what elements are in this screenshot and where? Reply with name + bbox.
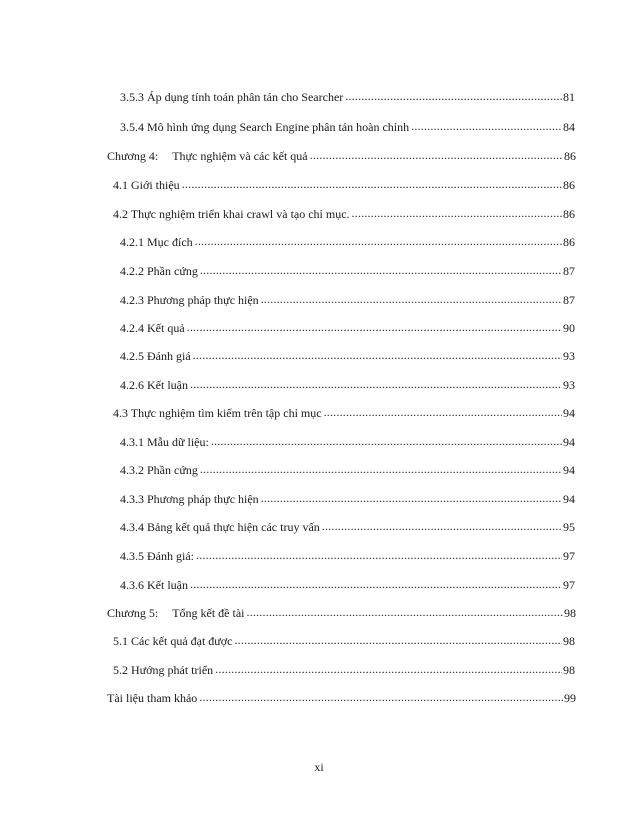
toc-entry-4-2-2[interactable] bbox=[120, 263, 575, 279]
toc-entry-page: 98 bbox=[563, 663, 575, 677]
toc-entry-page: 86 bbox=[563, 207, 575, 221]
toc-entry-page: 81 bbox=[563, 90, 575, 104]
toc-entry-label: Tài liệu tham khảo bbox=[107, 691, 198, 705]
toc-entry-label: 4.2 Thực nghiệm triển khai crawl và tạo chỉ mục. bbox=[113, 207, 350, 221]
toc-entry-chapter-5[interactable] bbox=[107, 605, 576, 621]
toc-entry-page: 84 bbox=[563, 120, 575, 134]
toc-entry-page: 94 bbox=[563, 435, 575, 449]
toc-entry-references[interactable] bbox=[107, 690, 576, 706]
toc-entry-label: 4.3.4 Bảng kết quả thực hiện các truy vấn bbox=[120, 520, 320, 534]
toc-entry-chapter-4[interactable] bbox=[107, 148, 576, 164]
toc-entry-label: 4.2.3 Phương pháp thực hiện bbox=[120, 293, 259, 307]
toc-entry-page: 98 bbox=[563, 634, 575, 648]
toc-entry-label: 4.2.4 Kết quả bbox=[120, 321, 185, 335]
dot-leader bbox=[324, 405, 562, 417]
dot-leader bbox=[234, 633, 562, 645]
toc-entry-page: 93 bbox=[563, 349, 575, 363]
toc-entry-label: 3.5.3 Áp dụng tính toán phân tán cho Searcher bbox=[120, 90, 344, 104]
toc-entry-page: 94 bbox=[563, 463, 575, 477]
dot-leader bbox=[190, 377, 562, 389]
dot-leader bbox=[261, 292, 562, 304]
toc-entry-4-2[interactable] bbox=[113, 206, 575, 222]
dot-leader bbox=[200, 462, 562, 474]
toc-entry-4-3[interactable] bbox=[113, 405, 575, 421]
toc-entry-page: 94 bbox=[563, 406, 575, 420]
toc-entry-label: Tổng kết đề tài bbox=[172, 606, 245, 620]
toc-entry-3-5-3[interactable] bbox=[120, 89, 575, 105]
toc-entry-label: 4.3.3 Phương pháp thực hiện bbox=[120, 492, 259, 506]
toc-entry-page: 95 bbox=[563, 520, 575, 534]
page-number: xi bbox=[314, 760, 324, 774]
dot-leader bbox=[411, 119, 562, 131]
dot-leader bbox=[187, 320, 562, 332]
dot-leader bbox=[199, 690, 563, 702]
toc-entry-page: 86 bbox=[563, 235, 575, 249]
toc-entry-4-2-1[interactable] bbox=[120, 234, 575, 250]
toc-entry-label: 4.2.6 Kết luận bbox=[120, 378, 188, 392]
dot-leader bbox=[193, 348, 562, 360]
dot-leader bbox=[345, 89, 562, 101]
dot-leader bbox=[196, 548, 562, 560]
dot-leader bbox=[195, 234, 562, 246]
toc-entry-label: 4.3.5 Đánh giá: bbox=[120, 549, 194, 563]
toc-chapter-prefix: Chương 4: bbox=[107, 149, 159, 163]
toc-entry-4-2-5[interactable] bbox=[120, 348, 575, 364]
dot-leader bbox=[182, 177, 562, 189]
toc-entry-4-3-5[interactable] bbox=[120, 548, 575, 564]
toc-entry-label: 5.1 Các kết quả đạt được bbox=[113, 634, 233, 648]
toc-entry-page: 87 bbox=[563, 264, 575, 278]
dot-leader bbox=[190, 577, 562, 589]
toc-entry-page: 94 bbox=[563, 492, 575, 506]
toc-entry-4-2-6[interactable] bbox=[120, 377, 575, 393]
toc-entry-page: 97 bbox=[563, 549, 575, 563]
toc-entry-label: 4.3.6 Kết luận bbox=[120, 578, 188, 592]
dot-leader bbox=[352, 206, 562, 218]
toc-entry-page: 93 bbox=[563, 378, 575, 392]
toc-entry-4-3-2[interactable] bbox=[120, 462, 575, 478]
toc-entry-4-3-6[interactable] bbox=[120, 577, 575, 593]
toc-entry-page: 90 bbox=[563, 321, 575, 335]
toc-entry-label: 5.2 Hướng phát triển bbox=[113, 663, 214, 677]
toc-entry-5-2[interactable] bbox=[113, 662, 575, 678]
toc-entry-label: 4.2.1 Mục đích bbox=[120, 235, 193, 249]
toc-entry-4-3-4[interactable] bbox=[120, 519, 575, 535]
dot-leader bbox=[215, 662, 562, 674]
dot-leader bbox=[247, 605, 564, 617]
toc-entry-4-2-4[interactable] bbox=[120, 320, 575, 336]
dot-leader bbox=[322, 519, 562, 531]
toc-entry-label: 4.3 Thực nghiệm tìm kiếm trên tập chỉ mục bbox=[113, 406, 322, 420]
dot-leader bbox=[310, 148, 563, 160]
toc-entry-label: 4.2.5 Đánh giá bbox=[120, 349, 191, 363]
toc-entry-4-3-3[interactable] bbox=[120, 491, 575, 507]
toc-entry-label: 4.3.2 Phần cứng bbox=[120, 463, 198, 477]
toc-entry-4-2-3[interactable] bbox=[120, 292, 575, 308]
toc-entry-label: Thực nghiệm và các kết quả bbox=[172, 149, 308, 163]
dot-leader bbox=[211, 434, 562, 446]
dot-leader bbox=[200, 263, 562, 275]
toc-entry-3-5-4[interactable] bbox=[120, 119, 575, 135]
toc-entry-label: 4.2.2 Phần cứng bbox=[120, 264, 198, 278]
toc-entry-page: 87 bbox=[563, 293, 575, 307]
toc-entry-label: 4.3.1 Mẫu dữ liệu: bbox=[120, 435, 209, 449]
toc-entry-page: 86 bbox=[563, 178, 575, 192]
dot-leader bbox=[261, 491, 562, 503]
toc-entry-page: 97 bbox=[563, 578, 575, 592]
toc-chapter-prefix: Chương 5: bbox=[107, 606, 159, 620]
toc-entry-page: 99 bbox=[564, 691, 576, 705]
toc-entry-4-3-1[interactable] bbox=[120, 434, 575, 450]
toc-entry-5-1[interactable] bbox=[113, 633, 575, 649]
toc-entry-page: 98 bbox=[564, 606, 576, 620]
toc-entry-label: 4.1 Giới thiệu bbox=[113, 178, 180, 192]
toc-entry-4-1[interactable] bbox=[113, 177, 575, 193]
toc-entry-label: 3.5.4 Mô hình ứng dụng Search Engine phân tán hoàn chỉnh bbox=[120, 120, 410, 134]
toc-entry-page: 86 bbox=[564, 149, 576, 163]
